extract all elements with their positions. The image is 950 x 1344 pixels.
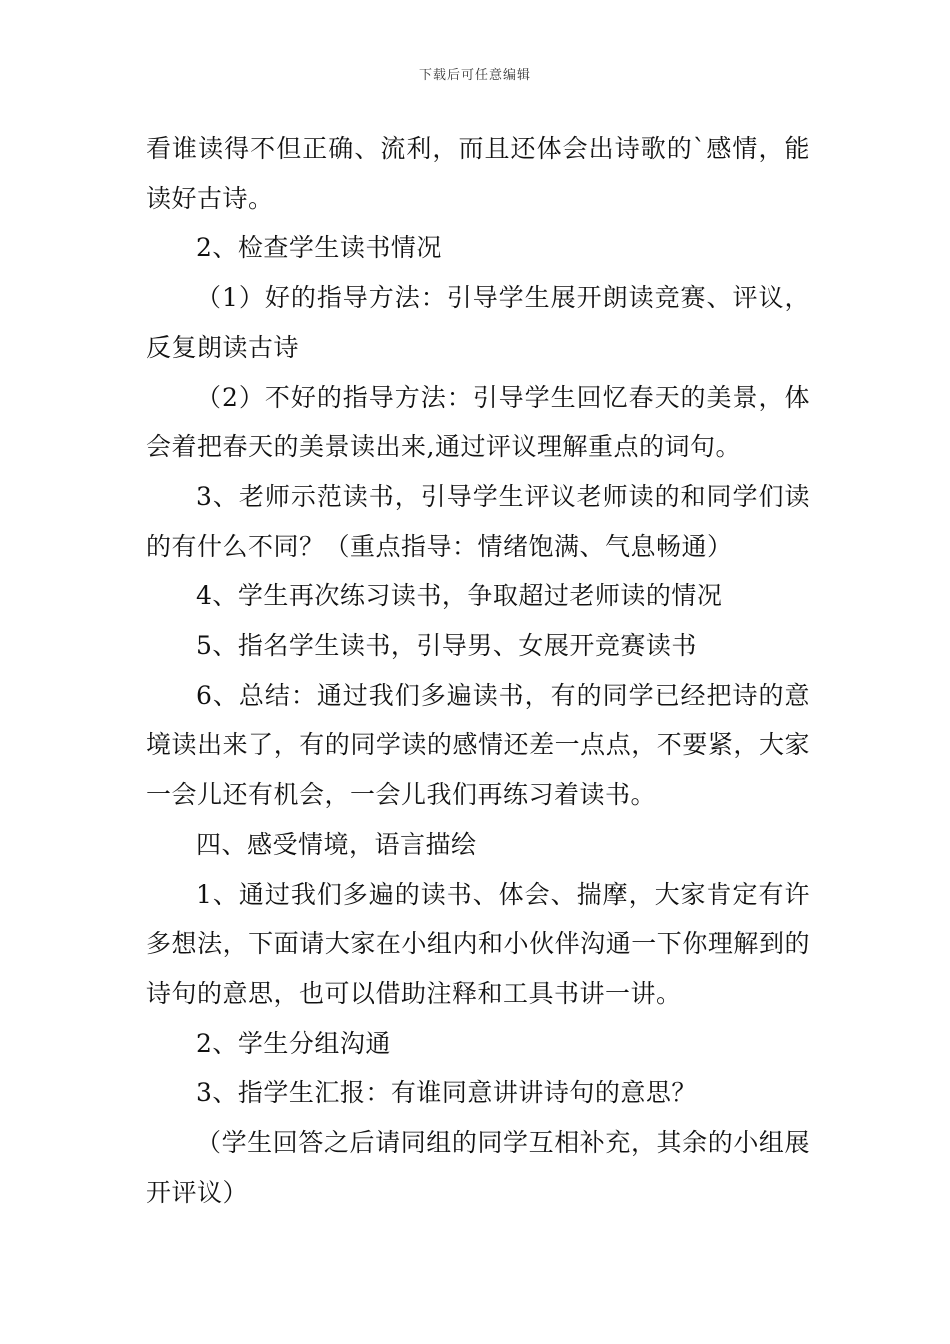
paragraph: 3、老师示范读书，引导学生评议老师读的和同学们读的有什么不同？（重点指导：情绪饱满、气息畅通）: [146, 481, 810, 561]
paragraph: （学生回答之后请同组的同学互相补充，其余的小组展开评议）: [146, 1128, 810, 1207]
paragraph: 4、学生再次练习读书，争取超过老师读的情况: [196, 581, 723, 611]
paragraph: 3、指学生汇报：有谁同意讲讲诗句的意思？: [196, 1078, 697, 1108]
paragraph: 6、总结：通过我们多遍读书，有的同学已经把诗的意境读出来了，有的同学读的感情还差一点点，不要紧，大家一会儿还有机会，一会儿我们再练习着读书。: [146, 680, 810, 810]
paragraph: 5、指名学生读书，引导男、女展开竞赛读书: [196, 631, 697, 661]
section-heading: 四、感受情境，语言描绘: [196, 829, 477, 859]
paragraph: （2）不好的指导方法：引导学生回忆春天的美景，体会着把春天的美景读出来,通过评议理解重点的词句。: [146, 382, 810, 462]
paragraph: 2、检查学生读书情况: [196, 233, 442, 263]
paragraph: 1、通过我们多遍的读书、体会、揣摩，大家肯定有许多想法，下面请大家在小组内和小伙伴沟通一下你理解到的诗句的意思，也可以借助注释和工具书讲一讲。: [146, 879, 810, 1008]
page-header: 下载后可任意编辑: [418, 68, 531, 83]
paragraph: 2、学生分组沟通: [196, 1028, 391, 1058]
paragraph: 看谁读得不但正确、流利，而且还体会出诗歌的`感情，能读好古诗。: [146, 134, 810, 213]
paragraph: （1）好的指导方法：引导学生展开朗读竞赛、评议，反复朗读古诗: [146, 283, 810, 362]
document-body: [146, 124, 810, 1217]
